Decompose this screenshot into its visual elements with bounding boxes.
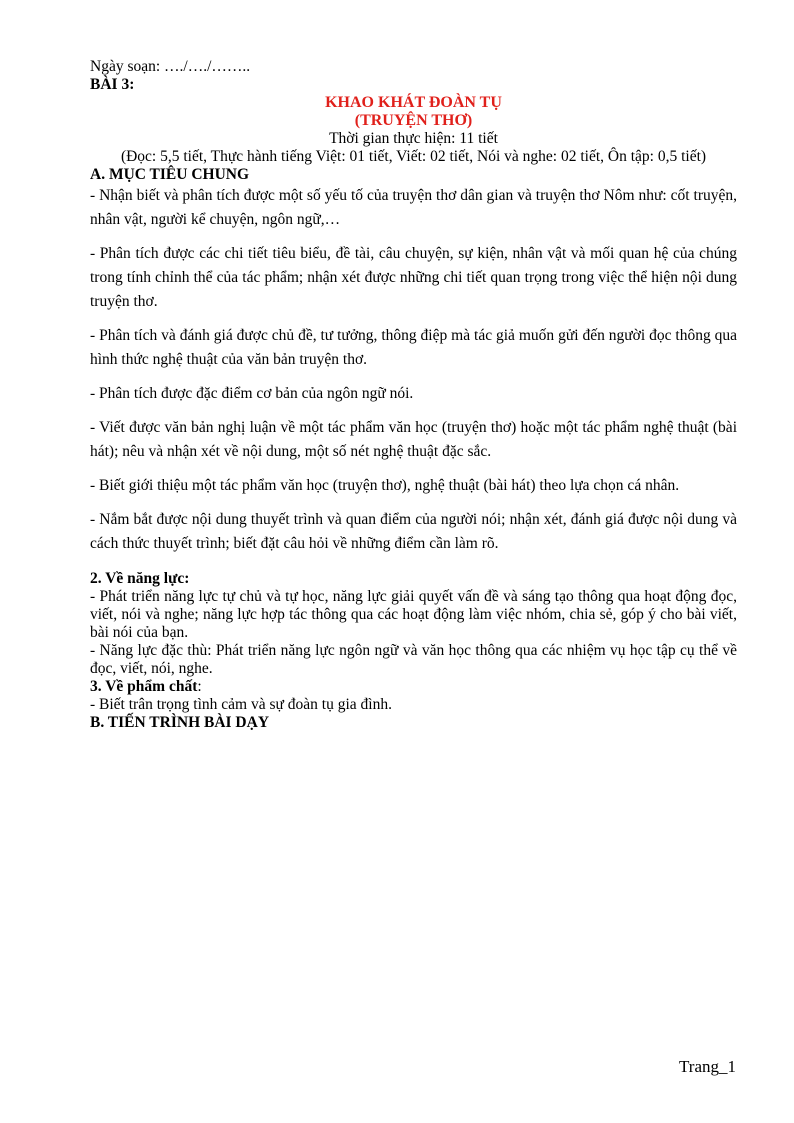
competence-item: - Phát triển năng lực tự chủ và tự học, năng lực giải quyết vấn đề và sáng tạo thông qua hoạt động đọc, viết, nói và nghe; năng lực hợp tác thông qua các hoạt động làm việc nhóm, chia sẻ, góp ý cho bài viết, bài nói của bạn. [90, 588, 737, 641]
section-b-heading: B. TIẾN TRÌNH BÀI DẠY [90, 714, 270, 731]
lesson-title: KHAO KHÁT ĐOÀN TỤ [325, 94, 502, 111]
objective-item: - Phân tích được các chi tiết tiêu biểu, đề tài, câu chuyện, sự kiện, nhân vật và mối quan hệ của chúng trong tính chỉnh thể của tác phẩm; nhận xét được những chi tiết quan trọng trong việc thể hiện nội dung truyện thơ. [90, 245, 737, 310]
objective-item: - Phân tích được đặc điểm cơ bản của ngôn ngữ nói. [90, 385, 414, 402]
duration-line: Thời gian thực hiện: 11 tiết [329, 130, 498, 147]
section-3-heading-line [90, 678, 737, 696]
objective-item: - Viết được văn bản nghị luận về một tác phẩm văn học (truyện thơ) hoặc một tác phẩm nghệ thuật (bài hát); nêu và nhận xét về nội dung, một số nét nghệ thuật đặc sắc. [90, 419, 737, 460]
section-3-heading: 3. Về phẩm chất [90, 678, 198, 695]
section-2-heading: 2. Về năng lực: [90, 570, 190, 587]
page-number: Trang_1 [679, 1057, 736, 1076]
objective-item: - Nắm bắt được nội dung thuyết trình và quan điểm của người nói; nhận xét, đánh giá được nội dung và cách thức thuyết trình; biết đặt câu hỏi về những điểm cần làm rõ. [90, 511, 737, 552]
lesson-subtitle: (TRUYỆN THƠ) [354, 112, 473, 129]
date-line: Ngày soạn: …./…./…….. [90, 58, 251, 75]
objective-item: - Phân tích và đánh giá được chủ đề, tư tưởng, thông điệp mà tác giả muốn gửi đến người đọc thông qua hình thức nghệ thuật của văn bản truyện thơ. [90, 327, 737, 368]
duration-breakdown: (Đọc: 5,5 tiết, Thực hành tiếng Việt: 01 tiết, Viết: 02 tiết, Nói và nghe: 02 tiết, Ôn tập: 0,5 tiết) [120, 148, 707, 165]
section-3-colon: : [197, 678, 202, 695]
lesson-label: BÀI 3: [90, 76, 135, 93]
objective-item: - Biết giới thiệu một tác phẩm văn học (truyện thơ), nghệ thuật (bài hát) theo lựa chọn cá nhân. [90, 477, 680, 494]
section-a-heading: A. MỤC TIÊU CHUNG [90, 166, 250, 183]
objective-item: - Nhận biết và phân tích được một số yếu tố của truyện thơ dân gian và truyện thơ Nôm như: cốt truyện, nhân vật, người kể chuyện, ngôn ngữ,… [90, 187, 737, 228]
document-content [90, 58, 737, 732]
competence-item: - Năng lực đặc thù: Phát triển năng lực ngôn ngữ và văn học thông qua các nhiệm vụ học tập cụ thể về đọc, viết, nói, nghe. [90, 642, 737, 677]
quality-item: - Biết trân trọng tình cảm và sự đoàn tụ gia đình. [90, 696, 392, 713]
